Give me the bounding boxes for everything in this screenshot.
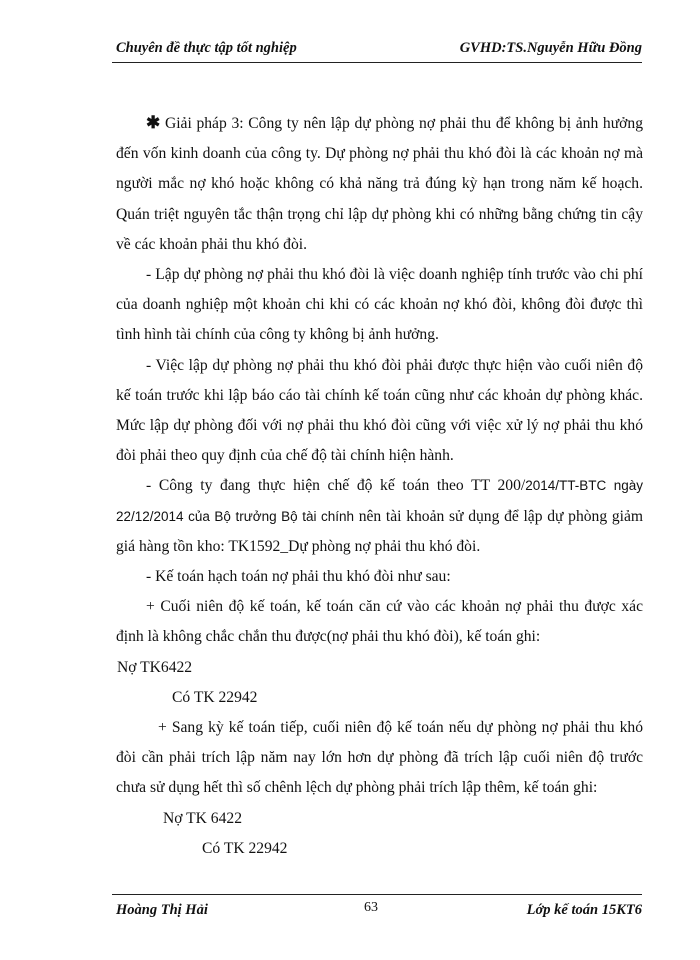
paragraph-accounting-regime: - Công ty đang thực hiện chế độ kế toán theo TT 200/2014/TT-BTC ngày 22/12/2014 của Bộ trưởng Bộ tài chính nên tài khoản sử dụng để lập dự phòng giảm giá hàng tồn kho: TK1592_Dự phòng nợ phải thu khó đòi. xyxy=(116,477,643,555)
entry-2-debit: Nợ TK 6422 xyxy=(163,809,242,827)
header-rule xyxy=(112,62,642,63)
paragraph-provision-definition: - Lập dự phòng nợ phải thu khó đòi là việc doanh nghiệp tính trước vào chi phí của doanh nghiệp một khoản chi khi có các khoản nợ khó đòi, không đòi được thì tình hình tài chính của công ty không bị ảnh hưởng. xyxy=(116,266,643,344)
paragraph-provision-timing: - Việc lập dự phòng nợ phải thu khó đòi phải được thực hiện vào cuối niên độ kế toán trước khi lập báo cáo tài chính kế toán cũng như các khoản dự phòng khác. Mức lập dự phòng đối với nợ phải thu khó đòi cũng với việc xử lý nợ phải thu khó đòi phải theo quy định của chế độ tài chính hiện hành. xyxy=(116,356,643,465)
footer-class: Lớp kế toán 15KT6 xyxy=(526,902,642,918)
page-number: 63 xyxy=(364,900,378,915)
entry-1-debit: Nợ TK6422 xyxy=(117,658,193,676)
entry-2-credit: Có TK 22942 xyxy=(202,839,288,857)
star-bullet-icon: ✱ xyxy=(146,113,161,132)
paragraph-solution-3: ✱ Giải pháp 3: Công ty nên lập dự phòng nợ phải thu để không bị ảnh hưởng đến vốn kinh doanh của công ty. Dự phòng nợ phải thu khó đòi là các khoản nợ mà người mắc nợ khó hoặc không có khả năng trả đúng kỳ hạn trong năm kế hoạch. Quán triệt nguyên tắc thận trọng chỉ lập dự phòng khi có những bằng chứng tin cậy về các khoản phải thu khó đòi. xyxy=(116,113,643,253)
paragraph-next-period-case: + Sang kỳ kế toán tiếp, cuối niên độ kế toán nếu dự phòng nợ phải thu khó đòi cần phải trích lập năm nay lớn hơn dự phòng đã trích lập cuối niên độ trước chưa sử dụng hết thì số chênh lệch dự phòng phải trích lập thêm, kế toán ghi: xyxy=(116,719,643,797)
footer-rule xyxy=(112,894,642,895)
paragraph-accounting-method: - Kế toán hạch toán nợ phải thu khó đòi như sau: xyxy=(146,568,451,586)
header-supervisor: GVHD:TS.Nguyễn Hữu Đồng xyxy=(459,40,642,56)
document-body xyxy=(116,108,643,864)
footer-author: Hoàng Thị Hải xyxy=(116,902,208,918)
header-title: Chuyên đề thực tập tốt nghiệp xyxy=(116,40,297,56)
entry-1-credit: Có TK 22942 xyxy=(172,688,258,706)
paragraph-year-end-case: + Cuối niên độ kế toán, kế toán căn cứ vào các khoản nợ phải thu được xác định là không chắc chắn thu được(nợ phải thu khó đòi), kế toán ghi: xyxy=(116,598,643,646)
